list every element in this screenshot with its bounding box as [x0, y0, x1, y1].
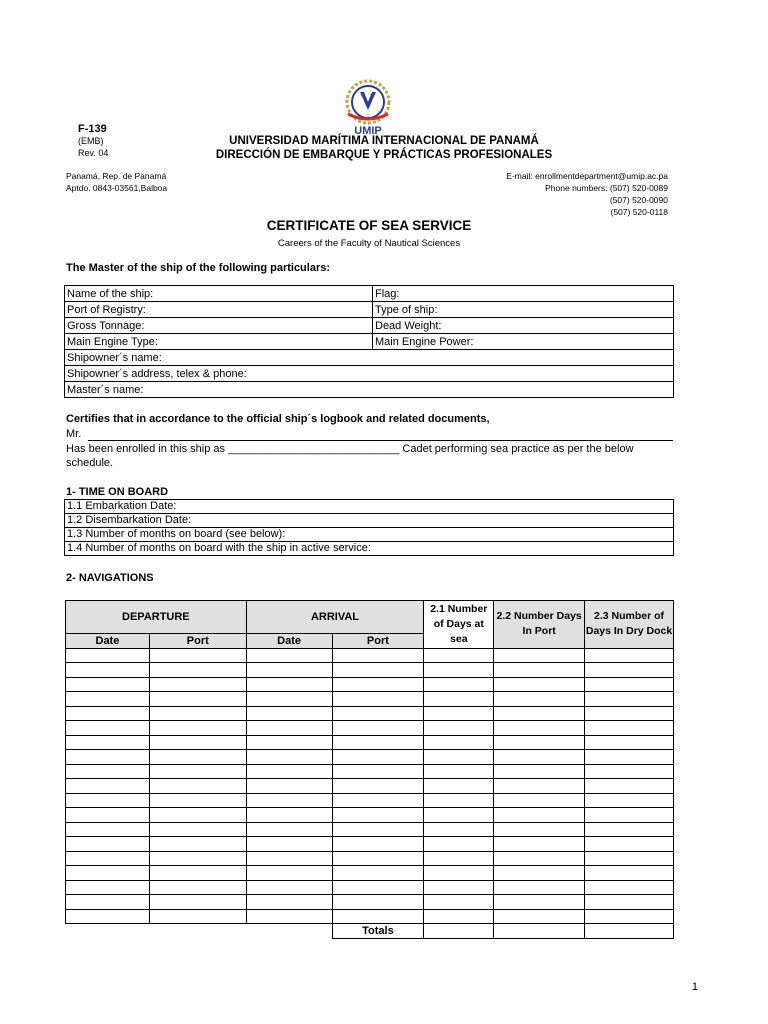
navigations-table	[65, 600, 674, 939]
navigation-cell[interactable]	[149, 750, 246, 765]
navigation-cell[interactable]	[494, 648, 585, 663]
navigation-cell[interactable]	[149, 721, 246, 736]
days-at-sea-header: 2.1 Number of Days at sea	[424, 601, 494, 649]
navigation-cell[interactable]	[246, 866, 332, 881]
navigation-cell[interactable]	[66, 677, 150, 692]
navigation-cell[interactable]	[494, 793, 585, 808]
navigation-cell[interactable]	[424, 692, 494, 707]
navigation-cell[interactable]	[332, 808, 424, 823]
navigation-cell[interactable]	[332, 837, 424, 852]
navigation-cell[interactable]	[149, 837, 246, 852]
navigation-cell[interactable]	[332, 866, 424, 881]
navigation-cell[interactable]	[332, 895, 424, 910]
navigation-cell[interactable]	[66, 735, 150, 750]
navigation-row	[66, 677, 674, 692]
navigation-cell[interactable]	[494, 866, 585, 881]
navigation-row	[66, 721, 674, 736]
certificate-subtitle: Careers of the Faculty of Nautical Sciences	[277, 238, 461, 249]
navigation-cell[interactable]	[149, 706, 246, 721]
navigation-cell[interactable]	[246, 663, 332, 678]
navigation-cell[interactable]	[332, 909, 424, 924]
navigation-cell[interactable]	[246, 648, 332, 663]
months-active-service-field[interactable]: 1.4 Number of months on board with the ship in active service:	[65, 542, 674, 556]
navigation-cell[interactable]	[332, 648, 424, 663]
navigation-cell[interactable]	[332, 692, 424, 707]
navigation-cell[interactable]	[246, 779, 332, 794]
navigation-cell[interactable]	[494, 837, 585, 852]
navigation-cell[interactable]	[332, 677, 424, 692]
navigation-cell[interactable]	[66, 706, 150, 721]
navigation-row	[66, 895, 674, 910]
ship-type-field[interactable]: Type of ship:	[373, 302, 674, 318]
navigation-cell[interactable]	[494, 764, 585, 779]
navigation-cell[interactable]	[66, 808, 150, 823]
institution-name: UNIVERSIDAD MARÍTIMA INTERNACIONAL DE PANAMÁ	[229, 135, 539, 147]
navigation-cell[interactable]	[585, 692, 674, 707]
navigation-cell[interactable]	[149, 677, 246, 692]
navigation-cell[interactable]	[332, 706, 424, 721]
form-code: F-139	[78, 123, 107, 135]
navigation-cell[interactable]	[149, 779, 246, 794]
navigation-cell[interactable]	[246, 677, 332, 692]
navigation-cell[interactable]	[424, 895, 494, 910]
navigation-cell[interactable]	[66, 866, 150, 881]
form-rev: Rev. 04	[78, 148, 109, 158]
cadet-name-line[interactable]	[88, 440, 673, 441]
days-dry-dock-header: 2.3 Number of Days In Dry Dock	[585, 601, 674, 649]
navigation-row	[66, 793, 674, 808]
navigation-cell[interactable]	[149, 822, 246, 837]
time-on-board-heading: 1- TIME ON BOARD	[66, 486, 169, 498]
navigation-cell[interactable]	[246, 735, 332, 750]
navigation-cell[interactable]	[66, 663, 150, 678]
navigation-cell[interactable]	[424, 677, 494, 692]
navigation-cell[interactable]	[424, 837, 494, 852]
schedule-text: schedule.	[66, 457, 114, 469]
navigation-cell[interactable]	[494, 895, 585, 910]
engine-type-field[interactable]: Main Engine Type:	[65, 334, 373, 350]
navigation-cell[interactable]	[332, 750, 424, 765]
navigation-row	[66, 735, 674, 750]
navigation-cell[interactable]	[585, 880, 674, 895]
dead-weight-field[interactable]: Dead Weight:	[373, 318, 674, 334]
navigation-cell[interactable]	[585, 909, 674, 924]
navigation-cell[interactable]	[246, 837, 332, 852]
navigation-cell[interactable]	[424, 793, 494, 808]
navigation-cell[interactable]	[332, 793, 424, 808]
navigation-cell[interactable]	[585, 895, 674, 910]
mr-label: Mr.	[66, 428, 82, 440]
shipowner-name-field[interactable]: Shipowner´s name:	[65, 350, 674, 366]
navigation-cell[interactable]	[585, 779, 674, 794]
navigation-cell[interactable]	[246, 880, 332, 895]
navigation-cell[interactable]	[66, 779, 150, 794]
disembarkation-date-field[interactable]: 1.2 Disembarkation Date:	[65, 514, 674, 528]
navigation-cell[interactable]	[332, 880, 424, 895]
navigation-cell[interactable]	[66, 721, 150, 736]
totals-label: Totals	[332, 924, 424, 939]
days-in-port-header: 2.2 Number Days In Port	[494, 601, 585, 649]
navigation-row	[66, 837, 674, 852]
navigation-row	[66, 764, 674, 779]
navigation-cell[interactable]	[66, 793, 150, 808]
departure-date-header: Date	[66, 634, 150, 649]
navigation-cell[interactable]	[424, 866, 494, 881]
navigation-cell[interactable]	[494, 721, 585, 736]
navigation-cell[interactable]	[149, 851, 246, 866]
navigation-cell[interactable]	[424, 808, 494, 823]
engine-power-field[interactable]: Main Engine Power:	[373, 334, 674, 350]
navigation-cell[interactable]	[246, 808, 332, 823]
navigation-row	[66, 866, 674, 881]
navigation-cell[interactable]	[66, 851, 150, 866]
umip-logo	[340, 78, 396, 136]
navigation-cell[interactable]	[424, 750, 494, 765]
navigation-cell[interactable]	[332, 851, 424, 866]
navigation-row	[66, 808, 674, 823]
contact-block	[506, 170, 668, 218]
navigation-cell[interactable]	[494, 851, 585, 866]
navigation-row	[66, 706, 674, 721]
navigation-cell[interactable]	[424, 764, 494, 779]
navigation-cell[interactable]	[585, 721, 674, 736]
certificate-title: CERTIFICATE OF SEA SERVICE	[266, 218, 472, 233]
navigation-cell[interactable]	[149, 895, 246, 910]
ship-particulars-table	[64, 285, 674, 398]
page-number: 1	[691, 981, 698, 993]
address-line: Aptdo. 0843-03561,Balboa	[66, 183, 168, 193]
navigation-cell[interactable]	[585, 851, 674, 866]
navigation-cell[interactable]	[424, 663, 494, 678]
enrolled-text: Has been enrolled in this ship as ____________________________ Cadet performing sea practice as per the below	[66, 443, 634, 455]
navigation-cell[interactable]	[424, 706, 494, 721]
navigation-cell[interactable]	[585, 866, 674, 881]
navigation-row	[66, 663, 674, 678]
master-name-field[interactable]: Master´s name:	[65, 382, 674, 398]
navigation-cell[interactable]	[332, 663, 424, 678]
total-days-in-port[interactable]	[494, 924, 585, 939]
navigation-cell[interactable]	[66, 895, 150, 910]
address-block	[66, 170, 167, 194]
email-text: E-mail: enrollmentdepartment@umip.ac.pa	[506, 171, 668, 181]
navigation-cell[interactable]	[585, 764, 674, 779]
navigation-cell[interactable]	[585, 837, 674, 852]
navigation-cell[interactable]	[332, 822, 424, 837]
navigation-cell[interactable]	[494, 692, 585, 707]
time-on-board-table	[64, 499, 674, 556]
navigation-cell[interactable]	[149, 793, 246, 808]
navigation-cell[interactable]	[332, 735, 424, 750]
navigation-cell[interactable]	[246, 764, 332, 779]
navigation-row	[66, 779, 674, 794]
navigation-cell[interactable]	[585, 706, 674, 721]
logo-text: UMIP	[354, 125, 382, 136]
navigation-cell[interactable]	[585, 750, 674, 765]
total-days-dry-dock[interactable]	[585, 924, 674, 939]
navigation-cell[interactable]	[424, 779, 494, 794]
embarkation-date-field[interactable]: 1.1 Embarkation Date:	[65, 500, 674, 514]
navigation-cell[interactable]	[149, 808, 246, 823]
navigation-cell[interactable]	[246, 721, 332, 736]
arrival-date-header: Date	[246, 634, 332, 649]
gross-tonnage-field[interactable]: Gross Tonnage:	[65, 318, 373, 334]
navigation-cell[interactable]	[424, 880, 494, 895]
navigation-cell[interactable]	[149, 880, 246, 895]
navigation-cell[interactable]	[424, 822, 494, 837]
navigation-cell[interactable]	[494, 750, 585, 765]
navigation-cell[interactable]	[246, 692, 332, 707]
navigation-cell[interactable]	[585, 793, 674, 808]
navigation-cell[interactable]	[585, 677, 674, 692]
ship-name-field[interactable]: Name of the ship:	[65, 286, 373, 302]
ship-section-heading: The Master of the ship of the following particulars:	[66, 262, 331, 274]
navigation-cell[interactable]	[149, 692, 246, 707]
navigation-cell[interactable]	[494, 706, 585, 721]
total-days-at-sea[interactable]	[424, 924, 494, 939]
phone-text: (507) 520-0090	[609, 195, 668, 205]
navigation-cell[interactable]	[424, 909, 494, 924]
address-line: Panamá, Rep. de Panamá	[66, 171, 167, 181]
navigations-heading: 2- NAVIGATIONS	[66, 572, 154, 584]
navigation-cell[interactable]	[66, 909, 150, 924]
navigation-cell[interactable]	[494, 822, 585, 837]
port-registry-field[interactable]: Port of Registry:	[65, 302, 373, 318]
navigation-row	[66, 909, 674, 924]
navigation-row	[66, 750, 674, 765]
navigation-cell[interactable]	[424, 721, 494, 736]
navigation-cell[interactable]	[494, 808, 585, 823]
navigation-cell[interactable]	[332, 764, 424, 779]
navigation-cell[interactable]	[246, 895, 332, 910]
phone-text: Phone numbers: (507) 520-0089	[545, 183, 668, 193]
shipowner-address-field[interactable]: Shipowner´s address, telex & phone:	[65, 366, 674, 382]
navigation-cell[interactable]	[149, 735, 246, 750]
months-on-board-field[interactable]: 1.3 Number of months on board (see below):	[65, 528, 674, 542]
certify-heading: Certifies that in accordance to the official ship´s logbook and related documents,	[66, 413, 490, 425]
navigation-cell[interactable]	[585, 648, 674, 663]
navigation-cell[interactable]	[246, 750, 332, 765]
navigation-cell[interactable]	[149, 648, 246, 663]
navigation-cell[interactable]	[585, 808, 674, 823]
navigation-cell[interactable]	[66, 692, 150, 707]
navigation-row	[66, 648, 674, 663]
navigation-cell[interactable]	[246, 706, 332, 721]
navigation-cell[interactable]	[66, 648, 150, 663]
navigation-cell[interactable]	[149, 764, 246, 779]
navigation-row	[66, 692, 674, 707]
navigation-cell[interactable]	[66, 750, 150, 765]
arrival-port-header: Port	[332, 634, 424, 649]
department-name: DIRECCIÓN DE EMBARQUE Y PRÁCTICAS PROFESIONALES	[215, 149, 553, 161]
navigation-cell[interactable]	[149, 909, 246, 924]
navigation-cell[interactable]	[424, 735, 494, 750]
navigation-row	[66, 851, 674, 866]
navigation-cell[interactable]	[246, 851, 332, 866]
navigation-cell[interactable]	[494, 909, 585, 924]
navigation-cell[interactable]	[494, 880, 585, 895]
navigation-cell[interactable]	[332, 779, 424, 794]
navigation-cell[interactable]	[66, 880, 150, 895]
navigation-cell[interactable]	[585, 822, 674, 837]
departure-header: DEPARTURE	[66, 601, 247, 634]
navigation-cell[interactable]	[246, 793, 332, 808]
navigation-cell[interactable]	[494, 735, 585, 750]
navigation-row	[66, 822, 674, 837]
navigation-cell[interactable]	[246, 822, 332, 837]
navigation-cell[interactable]	[66, 822, 150, 837]
form-dept: (EMB)	[78, 136, 104, 146]
navigation-cell[interactable]	[149, 663, 246, 678]
navigation-row	[66, 880, 674, 895]
departure-port-header: Port	[149, 634, 246, 649]
navigation-cell[interactable]	[494, 663, 585, 678]
navigation-cell[interactable]	[585, 735, 674, 750]
arrival-header: ARRIVAL	[246, 601, 424, 634]
navigation-cell[interactable]	[424, 851, 494, 866]
navigation-cell[interactable]	[149, 866, 246, 881]
navigation-cell[interactable]	[66, 837, 150, 852]
navigation-cell[interactable]	[332, 721, 424, 736]
flag-field[interactable]: Flag:	[373, 286, 674, 302]
navigation-cell[interactable]	[66, 764, 150, 779]
phone-text: (507) 520-0118	[610, 207, 668, 217]
navigation-cell[interactable]	[494, 779, 585, 794]
navigation-cell[interactable]	[494, 677, 585, 692]
navigation-cell[interactable]	[424, 648, 494, 663]
navigation-cell[interactable]	[585, 663, 674, 678]
navigation-cell[interactable]	[246, 909, 332, 924]
